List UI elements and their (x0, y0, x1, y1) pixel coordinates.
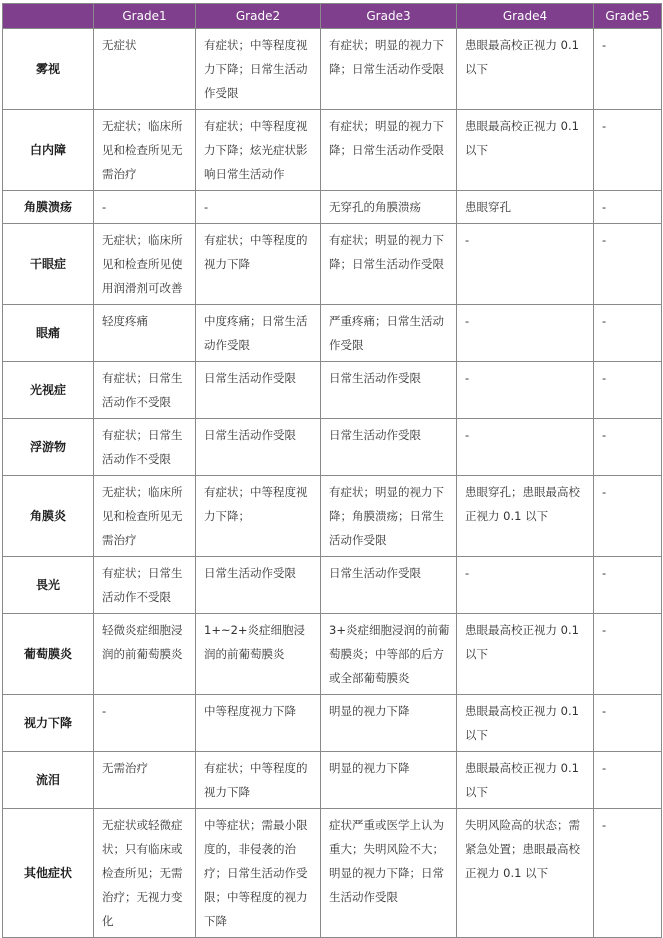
grade2-cell: 有症状；中等程度视力下降；炫光症状影响日常生活动作 (196, 110, 321, 191)
grade1-cell: 无需治疗 (94, 752, 196, 809)
grade4-cell: 患眼最高校正视力 0.1 以下 (457, 110, 594, 191)
grade3-cell: 有症状；明显的视力下降；日常生活动作受限 (321, 29, 457, 110)
grade3-cell: 日常生活动作受限 (321, 362, 457, 419)
table-row (3, 224, 662, 305)
grade4-cell: - (457, 419, 594, 476)
row-symptom-label: 白内障 (3, 110, 94, 191)
grade5-cell: - (594, 419, 662, 476)
grade2-cell: 中等症状；需最小限度的，非侵袭的治疗；日常生活动作受限；中等程度的视力下降 (196, 809, 321, 938)
row-symptom-label: 畏光 (3, 557, 94, 614)
table-row (3, 362, 662, 419)
grade2-cell: 1+~2+炎症细胞浸润的前葡萄膜炎 (196, 614, 321, 695)
grade4-cell: 患眼最高校正视力 0.1 以下 (457, 695, 594, 752)
grade4-cell: 患眼最高校正视力 0.1 以下 (457, 752, 594, 809)
grade3-cell: 3+炎症细胞浸润的前葡萄膜炎；中等部的后方或全部葡萄膜炎 (321, 614, 457, 695)
grade5-cell: - (594, 362, 662, 419)
row-symptom-label: 角膜溃疡 (3, 191, 94, 224)
grade2-cell: 日常生活动作受限 (196, 557, 321, 614)
grade1-cell: 轻微炎症细胞浸润的前葡萄膜炎 (94, 614, 196, 695)
row-symptom-label: 雾视 (3, 29, 94, 110)
row-symptom-label: 视力下降 (3, 695, 94, 752)
table-row (3, 695, 662, 752)
header-row (3, 4, 662, 29)
ocular-toxicity-grade-table (2, 3, 662, 938)
grade2-cell: 日常生活动作受限 (196, 362, 321, 419)
grade4-cell: 患眼穿孔 (457, 191, 594, 224)
table-row (3, 191, 662, 224)
grade3-cell: 日常生活动作受限 (321, 419, 457, 476)
grade1-cell: 有症状；日常生活动作不受限 (94, 419, 196, 476)
grade4-cell: - (457, 224, 594, 305)
grade5-cell: - (594, 110, 662, 191)
grade3-cell: 有症状；明显的视力下降；日常生活动作受限 (321, 224, 457, 305)
grade2-cell: 中等程度视力下降 (196, 695, 321, 752)
grade2-cell: 有症状；中等程度视力下降；日常生活动作受限 (196, 29, 321, 110)
grade2-cell: 有症状；中等程度的视力下降 (196, 224, 321, 305)
header-grade4: Grade4 (457, 4, 594, 29)
table-body (3, 29, 662, 938)
grade1-cell: 无症状或轻微症状；只有临床或检查所见；无需治疗；无视力变化 (94, 809, 196, 938)
grade2-cell: - (196, 191, 321, 224)
header-corner-cell (3, 4, 94, 29)
grade4-cell: - (457, 305, 594, 362)
table-row (3, 110, 662, 191)
grade3-cell: 明显的视力下降 (321, 752, 457, 809)
grade2-cell: 有症状；中等程度视力下降； (196, 476, 321, 557)
grade1-cell: 有症状；日常生活动作不受限 (94, 557, 196, 614)
row-symptom-label: 角膜炎 (3, 476, 94, 557)
grade5-cell: - (594, 809, 662, 938)
grade3-cell: 有症状；明显的视力下降；日常生活动作受限 (321, 110, 457, 191)
grade4-cell: 患眼最高校正视力 0.1 以下 (457, 29, 594, 110)
row-symptom-label: 光视症 (3, 362, 94, 419)
grade5-cell: - (594, 29, 662, 110)
grade1-cell: 无症状；临床所见和检查所见无需治疗 (94, 476, 196, 557)
row-symptom-label: 葡萄膜炎 (3, 614, 94, 695)
table-row (3, 557, 662, 614)
header-grade1: Grade1 (94, 4, 196, 29)
grade4-cell: 患眼最高校正视力 0.1 以下 (457, 614, 594, 695)
grade3-cell: 症状严重或医学上认为重大；失明风险不大；明显的视力下降；日常生活动作受限 (321, 809, 457, 938)
row-symptom-label: 浮游物 (3, 419, 94, 476)
grade5-cell: - (594, 224, 662, 305)
row-symptom-label: 流泪 (3, 752, 94, 809)
grade4-cell: - (457, 362, 594, 419)
grade3-cell: 明显的视力下降 (321, 695, 457, 752)
grade5-cell: - (594, 191, 662, 224)
grade4-cell: 患眼穿孔；患眼最高校正视力 0.1 以下 (457, 476, 594, 557)
grade2-cell: 中度疼痛；日常生活动作受限 (196, 305, 321, 362)
table-row (3, 305, 662, 362)
grade1-cell: - (94, 191, 196, 224)
row-symptom-label: 眼痛 (3, 305, 94, 362)
grade1-cell: 轻度疼痛 (94, 305, 196, 362)
grade4-cell: 失明风险高的状态；需紧急处置；患眼最高校正视力 0.1 以下 (457, 809, 594, 938)
table-row (3, 419, 662, 476)
grade3-cell: 严重疼痛；日常生活动作受限 (321, 305, 457, 362)
grade1-cell: 无症状 (94, 29, 196, 110)
header-grade2: Grade2 (196, 4, 321, 29)
grade4-cell: - (457, 557, 594, 614)
grade5-cell: - (594, 614, 662, 695)
table-row (3, 809, 662, 938)
grade1-cell: 有症状；日常生活动作不受限 (94, 362, 196, 419)
grade2-cell: 日常生活动作受限 (196, 419, 321, 476)
grade5-cell: - (594, 695, 662, 752)
grade3-cell: 有症状；明显的视力下降；角膜溃疡；日常生活动作受限 (321, 476, 457, 557)
table-header (3, 4, 662, 29)
row-symptom-label: 干眼症 (3, 224, 94, 305)
header-grade5: Grade5 (594, 4, 662, 29)
header-grade3: Grade3 (321, 4, 457, 29)
table-row (3, 614, 662, 695)
grade5-cell: - (594, 557, 662, 614)
grade1-cell: - (94, 695, 196, 752)
grade3-cell: 无穿孔的角膜溃疡 (321, 191, 457, 224)
table-row (3, 752, 662, 809)
grade1-cell: 无症状；临床所见和检查所见使用润滑剂可改善 (94, 224, 196, 305)
grade5-cell: - (594, 305, 662, 362)
table-row (3, 29, 662, 110)
table-row (3, 476, 662, 557)
grade5-cell: - (594, 476, 662, 557)
grade5-cell: - (594, 752, 662, 809)
grade1-cell: 无症状；临床所见和检查所见无需治疗 (94, 110, 196, 191)
grade3-cell: 日常生活动作受限 (321, 557, 457, 614)
row-symptom-label: 其他症状 (3, 809, 94, 938)
grade2-cell: 有症状；中等程度的视力下降 (196, 752, 321, 809)
